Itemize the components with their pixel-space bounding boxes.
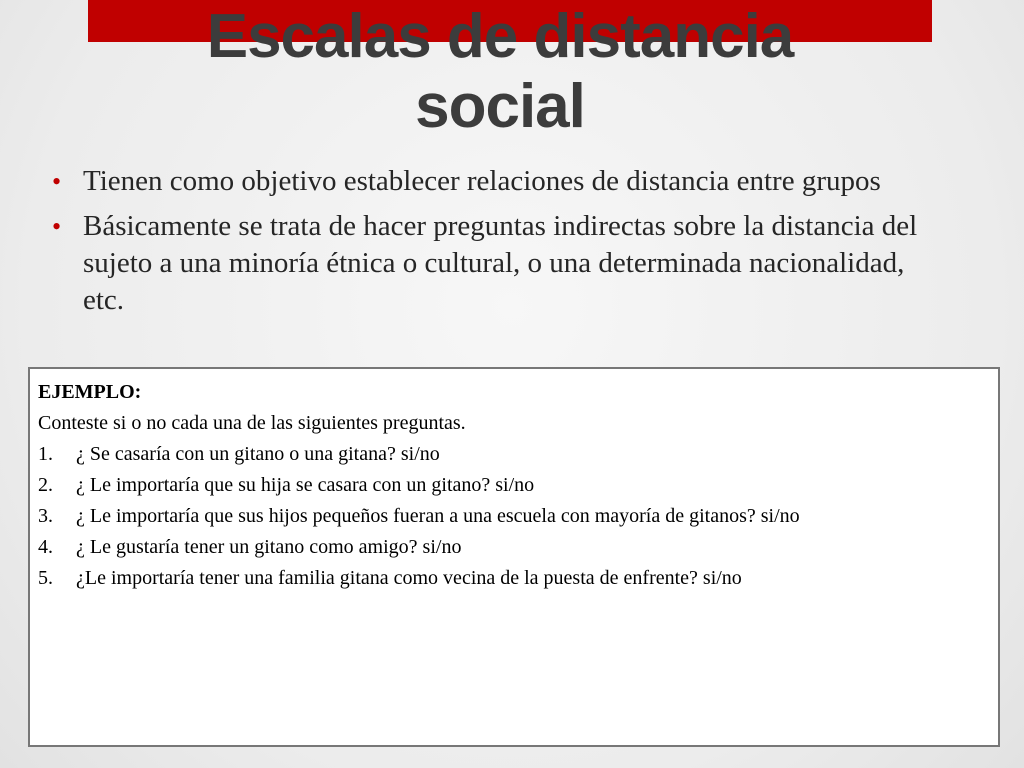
- question-item: [38, 501, 990, 532]
- bullet-dot-icon: •: [52, 167, 62, 196]
- bullet-list: [52, 163, 952, 327]
- question-item: [38, 532, 990, 563]
- question-number: 4.: [38, 536, 53, 558]
- bullet-item: [52, 208, 952, 319]
- slide-title: [120, 2, 880, 142]
- example-box: [28, 367, 1000, 747]
- question-item: [38, 563, 990, 594]
- question-number: 3.: [38, 505, 53, 527]
- example-heading: EJEMPLO:: [38, 381, 142, 403]
- question-text: ¿ Le gustaría tener un gitano como amigo? si/no: [76, 536, 462, 558]
- example-intro: Conteste si o no cada una de las siguientes preguntas.: [38, 412, 466, 434]
- bullet-dot-icon: •: [52, 212, 62, 241]
- question-number: 2.: [38, 474, 53, 496]
- question-text: ¿ Le importaría que su hija se casara con un gitano? si/no: [76, 474, 535, 496]
- bullet-text: Tienen como objetivo establecer relaciones de distancia entre grupos: [83, 165, 881, 197]
- question-text: ¿ Se casaría con un gitano o una gitana? si/no: [76, 443, 440, 465]
- question-text: ¿Le importaría tener una familia gitana como vecina de la puesta de enfrente? si/no: [76, 567, 742, 589]
- slide-title-line-1: Escalas de distancia: [206, 2, 794, 71]
- question-text: ¿ Le importaría que sus hijos pequeños fueran a una escuela con mayoría de gitanos? si/no: [76, 505, 800, 527]
- slide-title-line-2: social: [415, 72, 585, 141]
- question-item: [38, 439, 990, 470]
- bullet-item: [52, 163, 952, 200]
- question-list: [38, 439, 990, 594]
- bullet-text: Básicamente se trata de hacer preguntas indirectas sobre la distancia del sujeto a una minoría étnica o cultural, o una determinada nacionalidad, etc.: [83, 210, 918, 316]
- question-number: 1.: [38, 443, 53, 465]
- question-number: 5.: [38, 567, 53, 589]
- question-item: [38, 470, 990, 501]
